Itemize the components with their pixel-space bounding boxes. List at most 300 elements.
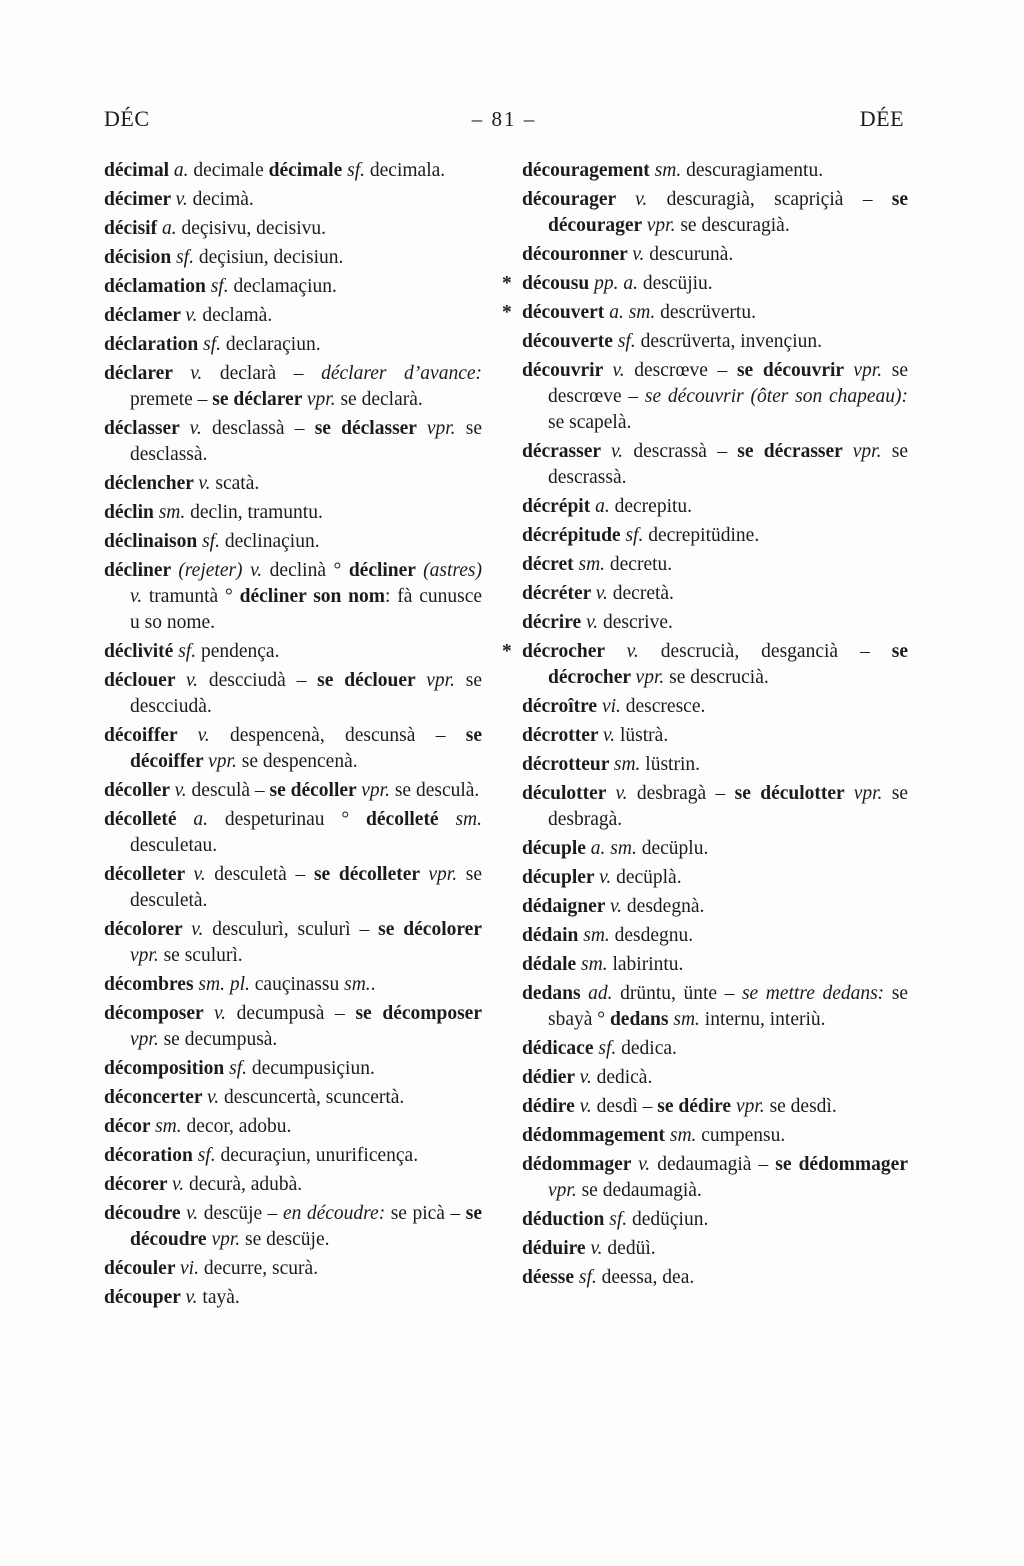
dictionary-entry [522,723,908,749]
headword: déclasser [104,418,190,439]
headword: décoller [104,780,175,801]
pos-label: vpr. [635,667,665,688]
translation: desculetau. [130,835,218,856]
headword: décimal [104,160,174,181]
pos-label: sf. [617,331,636,352]
pos-label: sm. [654,160,682,181]
pos-label: sf. [176,247,194,268]
headword: découvert [522,302,610,323]
headword: décrépit [522,496,596,517]
pos-label: v. [186,1203,199,1224]
pos-label: v. [632,244,645,265]
dictionary-entry [104,862,482,914]
translation: decretà. [607,583,674,604]
pos-label: v. [198,473,211,494]
dictionary-entry [104,1172,482,1198]
pos-label: sm. [669,1125,697,1146]
running-head [0,0,1024,132]
headword: se déclarer [212,389,307,410]
translation: se descrucià. [664,667,769,688]
translation: descuragià, scapriçià – [647,189,892,210]
translation: descrüvertu. [655,302,756,323]
translation: desdegnu. [609,925,694,946]
translation: se sculurì. [158,945,243,966]
dictionary-entry [522,894,908,920]
translation: decurà, adubà. [184,1174,303,1195]
translation: decuraçiun, unurificença. [215,1145,419,1166]
guide-word-right: DÉE [859,106,905,131]
pos-label: v. [635,189,648,210]
headword: dédale [522,954,582,975]
pos-label: vpr. [208,751,237,772]
translation: descresce. [620,696,706,717]
pos-label: sf. [178,641,197,662]
dictionary-entry [104,1001,482,1053]
pos-label: v. [191,919,204,940]
pos-label: sf. [203,334,221,355]
dictionary-entry [104,274,482,300]
pos-label: v. [615,783,628,804]
dictionary-entry [104,1114,482,1140]
dictionary-entry [104,1256,482,1282]
translation: decretu. [605,554,673,575]
dictionary-entry [104,917,482,969]
headword: se décrocher [548,641,908,688]
headword: découler [104,1258,181,1279]
translation: decurre, scurà. [198,1258,319,1279]
pos-label: v. [586,612,599,633]
dictionary-entry [104,1085,482,1111]
headword: découronner [522,244,633,265]
headword: décréter [522,583,596,604]
headword: décolorer [104,919,192,940]
star-marker: * [502,302,512,323]
translation: se desclassà. [130,418,482,465]
pos-label: déclarer d’avance: [321,363,482,384]
dictionary-entry [522,1123,908,1149]
pos-label: vpr. [853,360,883,381]
dictionary-entry [522,1265,908,1291]
dictionary-entry [522,494,908,520]
headword: décombres [104,974,199,995]
pos-label: vpr. [428,864,458,885]
pos-label: sm. [155,1116,182,1137]
headword: se décoller [269,780,362,801]
pos-label: v. [189,418,202,439]
headword: déclouer [104,670,186,691]
headword: déclivité [104,641,179,662]
translation: desculurì, sculurì – [203,919,379,940]
dictionary-entry [522,158,908,184]
headword: se décolorer [378,919,482,940]
headword: déduire [522,1238,591,1259]
dictionary-entry [104,416,482,468]
translation: decumpusà – [226,1003,356,1024]
headword: se décoiffer [130,725,482,772]
headword: décoration [104,1145,198,1166]
headword: décoiffer [104,725,198,746]
right-column [502,158,909,1314]
headword: décliner son nom [239,586,386,607]
dictionary-entry [502,271,908,297]
translation: dedüçiun. [627,1209,709,1230]
headword: dedans [522,983,589,1004]
pos-label: v. [612,360,625,381]
headword: décrire [522,612,587,633]
headword: déclaration [104,334,204,355]
translation: se descrœve – [548,360,908,407]
pos-label: sf. [210,276,229,297]
headword: découper [104,1287,186,1308]
dictionary-entry [104,1143,482,1169]
dictionary-entry [522,1036,908,1062]
translation: decüplu. [636,838,709,859]
pos-label: vpr. [426,670,455,691]
translation: se decumpusà. [158,1029,278,1050]
pos-label: a. [173,160,189,181]
translation: deçisiun, decisiun. [193,247,344,268]
headword: décrocher [522,641,627,662]
headword: déclarer [104,363,191,384]
pos-label: sm. [581,954,608,975]
translation: descrucià, desgancià – [638,641,892,662]
pos-label: v. [174,780,187,801]
pos-label: en découdre: [282,1203,386,1224]
translation: se despencenà. [236,751,358,772]
pos-label: v. [185,305,198,326]
dictionary-entry [522,865,908,891]
dictionary-entry [522,952,908,978]
dictionary-entry [522,358,908,436]
headword: découdre [104,1203,187,1224]
pos-label: sm. pl. [198,974,250,995]
pos-label: a. [161,218,177,239]
dictionary-entry [522,1152,908,1204]
pos-label: sf. [578,1267,597,1288]
dictionary-entry [104,216,482,242]
pos-label: v. [609,896,623,917]
dictionary-entry [104,639,482,665]
dictionary-entry [104,1285,482,1311]
pos-label: v. [638,1154,651,1175]
headword: décimer [104,189,176,210]
translation: . [370,974,376,995]
headword: déclamer [104,305,186,326]
headword: se décrasser [737,441,853,462]
pos-label: v. [599,867,612,888]
translation: dedüì. [602,1238,656,1259]
translation: : fà cunusce u so nome. [130,586,482,633]
translation: se descuragià. [675,215,790,236]
dictionary-entry [522,1094,908,1120]
translation: se descrassà. [548,441,908,488]
translation: desbragà – [627,783,735,804]
dictionary-entry [104,1201,482,1253]
pos-label: v. [185,670,199,691]
dictionary-entry [104,500,482,526]
pos-label: a. sm. [609,302,656,323]
dictionary-entry [522,981,908,1033]
translation: desculà – [186,780,270,801]
headword: décimale [268,160,348,181]
translation: dedica. [616,1038,677,1059]
headword: se dédommager [775,1154,908,1175]
translation: decrepitu. [609,496,693,517]
pos-label: v. [207,1087,220,1108]
pos-label: v. [172,1174,185,1195]
translation: decimala. [365,160,446,181]
pos-label: vpr. [853,783,883,804]
translation: dedaumagià – [650,1154,776,1175]
headword: se dédire [657,1096,736,1117]
translation: despeturinau ° [208,809,367,830]
dictionary-entry [104,529,482,555]
headword: découragement [522,160,655,181]
dictionary-entry [104,1056,482,1082]
dictionary-entry [104,972,482,998]
pos-label: ad. [588,983,613,1004]
dictionary-entry [522,439,908,491]
translation: declamà. [197,305,273,326]
pos-label: vpr. [852,441,882,462]
pos-label: a. [595,496,610,517]
pos-label: vpr. [361,780,390,801]
translation: pendença. [196,641,280,662]
dictionary-entry [104,778,482,804]
headword: dédommagement [522,1125,670,1146]
pos-label: (rejeter) v. [178,560,263,581]
translation: decumpusiçiun. [247,1058,375,1079]
dictionary-entry [104,361,482,413]
headword: se décourager [548,189,908,236]
headword: dédommager [522,1154,639,1175]
translation: premete – [130,389,213,410]
pos-label: sf. [197,1145,216,1166]
translation: se desculà. [389,780,480,801]
translation: desdì – [591,1096,658,1117]
pos-label: sm. [583,925,610,946]
pos-label: vpr. [306,389,336,410]
translation: se sbayà ° [548,983,909,1030]
translation: scatà. [210,473,260,494]
headword: se déculotter [734,783,854,804]
pos-label: vi. [180,1258,199,1279]
headword: décrasser [522,441,611,462]
page-number: – 81 – [471,107,537,131]
headword: découvrir [522,360,613,381]
headword: se découdre [130,1203,482,1250]
headword: décret [522,554,579,575]
translation: se declarà. [335,389,423,410]
translation: declin, tramuntu. [185,502,323,523]
pos-label: vpr. [548,1180,577,1201]
pos-label: sm. [158,502,186,523]
headword: déclamation [104,276,211,297]
dictionary-entry [522,752,908,778]
translation: deçisivu, decisivu. [176,218,327,239]
dictionary-entry [522,523,908,549]
headword: dédier [522,1067,580,1088]
entry-columns [0,132,1024,1314]
translation: decimà. [187,189,254,210]
translation: internu, interiù. [699,1009,826,1030]
pos-label: sm. [613,754,641,775]
headword: décrépitude [522,525,626,546]
star-marker: * [502,273,512,294]
pos-label: sm. [455,809,482,830]
pos-label: sf. [229,1058,248,1079]
left-column [104,158,482,1314]
dictionary-entry [104,723,482,775]
translation: se desculetà. [130,864,483,911]
pos-label: v. [626,641,639,662]
translation: declarà – [202,363,322,384]
translation: desclassà – [201,418,315,439]
headword: déculotter [522,783,616,804]
headword: décourager [522,189,636,210]
dictionary-entry [502,300,908,326]
headword: déclencher [104,473,199,494]
translation: se desbragà. [548,783,908,830]
headword: déclin [104,502,159,523]
translation: se descciudà. [130,670,482,717]
translation: desculetà – [205,864,314,885]
headword: se découvrir [736,360,854,381]
translation: labirintu. [607,954,684,975]
pos-label: vi. [601,696,621,717]
pos-label: v. [193,864,206,885]
translation: declinaçiun. [219,531,320,552]
headword: décolleté [104,809,194,830]
dictionary-entry [522,923,908,949]
translation: se descüje. [240,1229,330,1250]
pos-label: (astres) v. [130,560,482,607]
headword: se décomposer [355,1003,482,1024]
translation: cumpensu. [696,1125,786,1146]
pos-label: v. [197,725,210,746]
translation: decrepitüdine. [643,525,760,546]
headword: décisif [104,218,162,239]
headword: dédicace [522,1038,599,1059]
headword: décliner [348,560,424,581]
headword: déclinaison [104,531,203,552]
translation: se dedaumagià. [576,1180,702,1201]
pos-label: v. [595,583,608,604]
dictionary-entry [104,303,482,329]
headword: décorer [104,1174,173,1195]
headword: se déclasser [314,418,427,439]
headword: dedans [609,1009,674,1030]
translation: descuncertà, scuncertà. [219,1087,405,1108]
pos-label: sf. [625,525,644,546]
dictionary-entry [104,187,482,213]
headword: déesse [522,1267,579,1288]
guide-word-left: DÉC [104,106,150,131]
translation: tayà. [197,1287,240,1308]
pos-label: v. [579,1067,592,1088]
pos-label: v. [610,441,624,462]
headword: déduction [522,1209,610,1230]
pos-label: v. [590,1238,603,1259]
dictionary-entry [104,558,482,636]
dictionary-entry [104,158,482,184]
pos-label: a. sm. [590,838,637,859]
translation: se desdì. [764,1096,837,1117]
headword: décomposition [104,1058,230,1079]
headword: décliner [104,560,179,581]
translation: decüplà. [611,867,682,888]
dictionary-entry [104,471,482,497]
translation: se picà – [385,1203,466,1224]
translation: decor, adobu. [181,1116,292,1137]
dictionary-entry [104,807,482,859]
headword: décolleter [104,864,194,885]
translation: se scapelà. [548,412,632,433]
dictionary-entry [104,332,482,358]
translation: descüje – [198,1203,283,1224]
headword: décision [104,247,177,268]
translation: desdegnà. [622,896,705,917]
headword: décrotter [522,725,604,746]
headword: décupler [522,867,600,888]
headword: découverte [522,331,618,352]
dictionary-entry [502,639,908,691]
translation: declamaçiun. [228,276,337,297]
pos-label: vpr. [130,1029,159,1050]
pos-label: a. [193,809,209,830]
headword: décor [104,1116,156,1137]
pos-label: sm. [578,554,606,575]
translation: tramuntà ° [142,586,240,607]
headword: déconcerter [104,1087,208,1108]
translation: descuragiamentu. [681,160,824,181]
translation: descciudà – [198,670,318,691]
translation: dedicà. [591,1067,653,1088]
dictionary-entry [522,836,908,862]
headword: décolleté [366,809,456,830]
dictionary-entry [522,581,908,607]
pos-label: v. [185,1287,198,1308]
translation: lüstrin. [640,754,701,775]
headword: se déclouer [317,670,427,691]
dictionary-entry [522,694,908,720]
translation: descrüverta, invençiun. [635,331,822,352]
dictionary-entry [104,245,482,271]
headword: décousu [522,273,595,294]
headword: décroître [522,696,602,717]
pos-label: sf. [347,160,366,181]
translation: descurunà. [644,244,734,265]
star-marker: * [502,641,512,662]
translation: despencenà, descunsà – [209,725,466,746]
pos-label: vpr. [211,1229,241,1250]
pos-label: sf. [202,531,220,552]
translation: descrive. [598,612,673,633]
pos-label: se découvrir (ôter son chapeau): [644,386,908,407]
pos-label: vpr. [646,215,676,236]
translation: descrassà – [623,441,738,462]
dictionary-entry [522,1236,908,1262]
dictionary-entry [522,187,908,239]
pos-label: vpr. [426,418,456,439]
pos-label: v. [175,189,188,210]
dictionary-entry [522,329,908,355]
translation: deessa, dea. [596,1267,695,1288]
dictionary-entry [522,610,908,636]
translation: drüntu, ünte – [612,983,742,1004]
headword: dédire [522,1096,580,1117]
headword: décomposer [104,1003,214,1024]
